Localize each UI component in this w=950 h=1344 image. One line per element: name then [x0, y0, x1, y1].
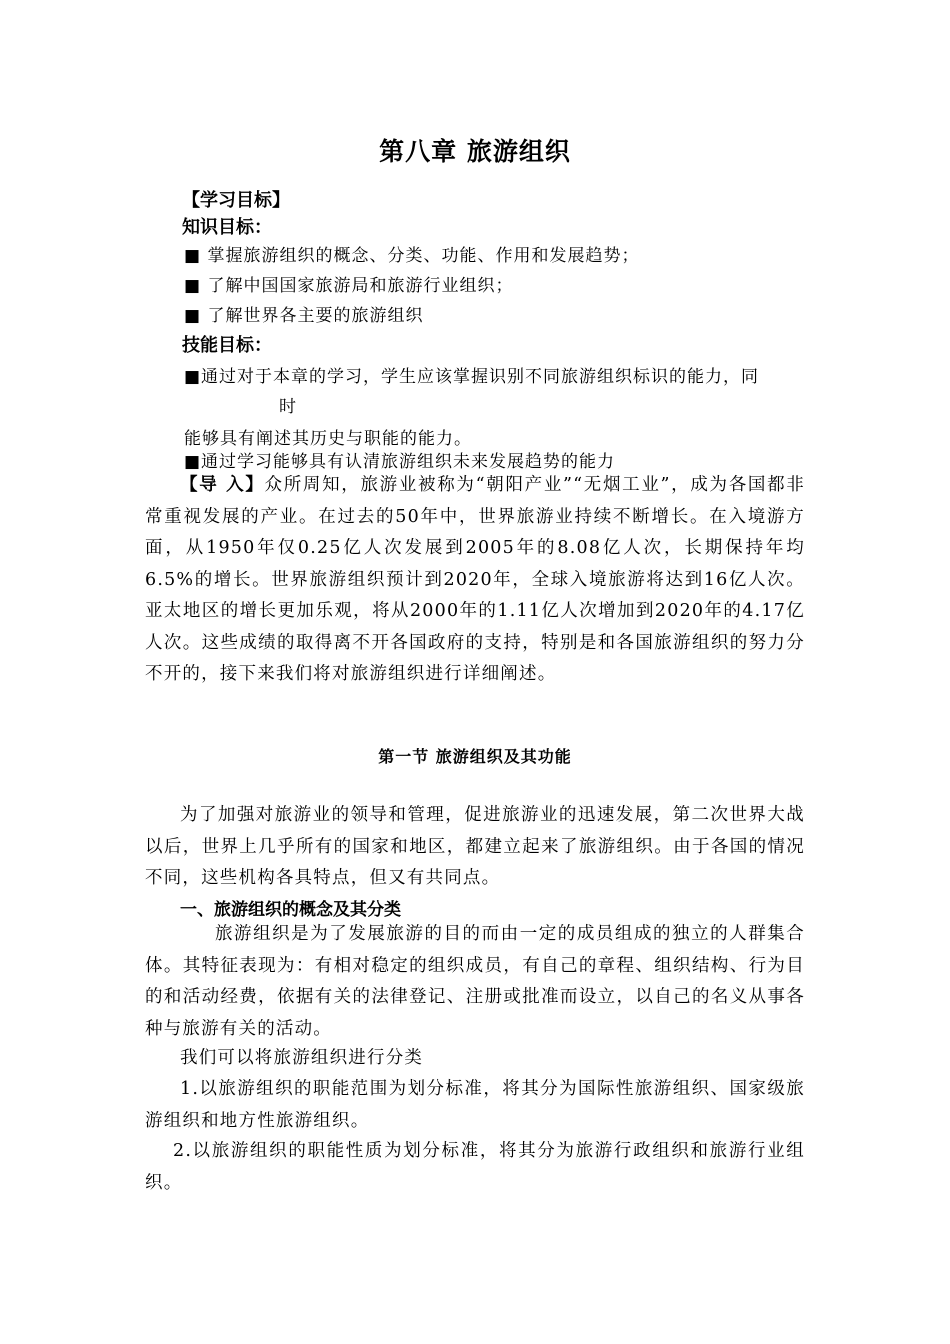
- skill-item-line: 时: [279, 397, 297, 417]
- section-title: 第一节 旅游组织及其功能: [378, 747, 572, 766]
- skill-item-line: ■通过对于本章的学习，学生应该掌握识别不同旅游组织标识的能力，同: [184, 367, 760, 387]
- knowledge-item: ■ 了解世界各主要的旅游组织: [184, 306, 424, 326]
- knowledge-item: ■ 了解中国国家旅游局和旅游行业组织；: [184, 276, 514, 296]
- knowledge-heading: 知识目标：: [182, 217, 272, 238]
- classification-intro: 我们可以将旅游组织进行分类: [180, 1048, 424, 1068]
- intro-text: 众所周知，旅游业被称为“朝阳产业”“无烟工业”，成为各国都非常重视发展的产业。在过去的50年中，世界旅游业持续不断增长。在入境游方面，从1950年仅0.25亿人次发展到2005年的8.08亿人次，长期保持年均6.5%的增长。世界旅游组织预计到2020年，全球入境旅游将达到16亿人次。亚太地区的增长更加乐观，将从2000年的1.11亿人次增加到2020年的4.17亿人次。这些成绩的取得离不开各国政府的支持，特别是和各国旅游组织的努力分不开的，接下来我们将对旅游组织进行详细阐述。: [145, 475, 805, 684]
- chapter-title: 第八章 旅游组织: [379, 137, 571, 166]
- objectives-heading: 【学习目标】: [182, 190, 290, 211]
- intro-label: 【导 入】: [180, 475, 265, 495]
- classification-item: 1.以旅游组织的职能范围为划分标准，将其分为国际性旅游组织、国家级旅游组织和地方性旅游组织。: [145, 1079, 805, 1131]
- intro-paragraph: [145, 470, 805, 691]
- skill-heading: 技能目标：: [182, 335, 272, 356]
- subheading: 一、旅游组织的概念及其分类: [180, 900, 401, 920]
- section-paragraph: 为了加强对旅游业的领导和管理，促进旅游业的迅速发展，第二次世界大战以后，世界上几乎所有的国家和地区，都建立起来了旅游组织。由于各国的情况不同，这些机构各具特点，但又有共同点。: [145, 805, 805, 888]
- definition-paragraph: 旅游组织是为了发展旅游的目的而由一定的成员组成的独立的人群集合体。其特征表现为：有相对稳定的组织成员，有自己的章程、组织结构、行为目的和活动经费，依据有关的法律登记、注册或批准而设立，以自己的名义从事各种与旅游有关的活动。: [145, 924, 805, 1039]
- classification-item: 2.以旅游组织的职能性质为划分标准，将其分为旅游行政组织和旅游行业组织。: [145, 1141, 805, 1193]
- skill-item-line: 能够具有阐述其历史与职能的能力。: [184, 429, 472, 449]
- knowledge-item: ■ 掌握旅游组织的概念、分类、功能、作用和发展趋势；: [184, 246, 640, 266]
- skill-item-line: ■通过学习能够具有认清旅游组织未来发展趋势的能力: [184, 452, 616, 472]
